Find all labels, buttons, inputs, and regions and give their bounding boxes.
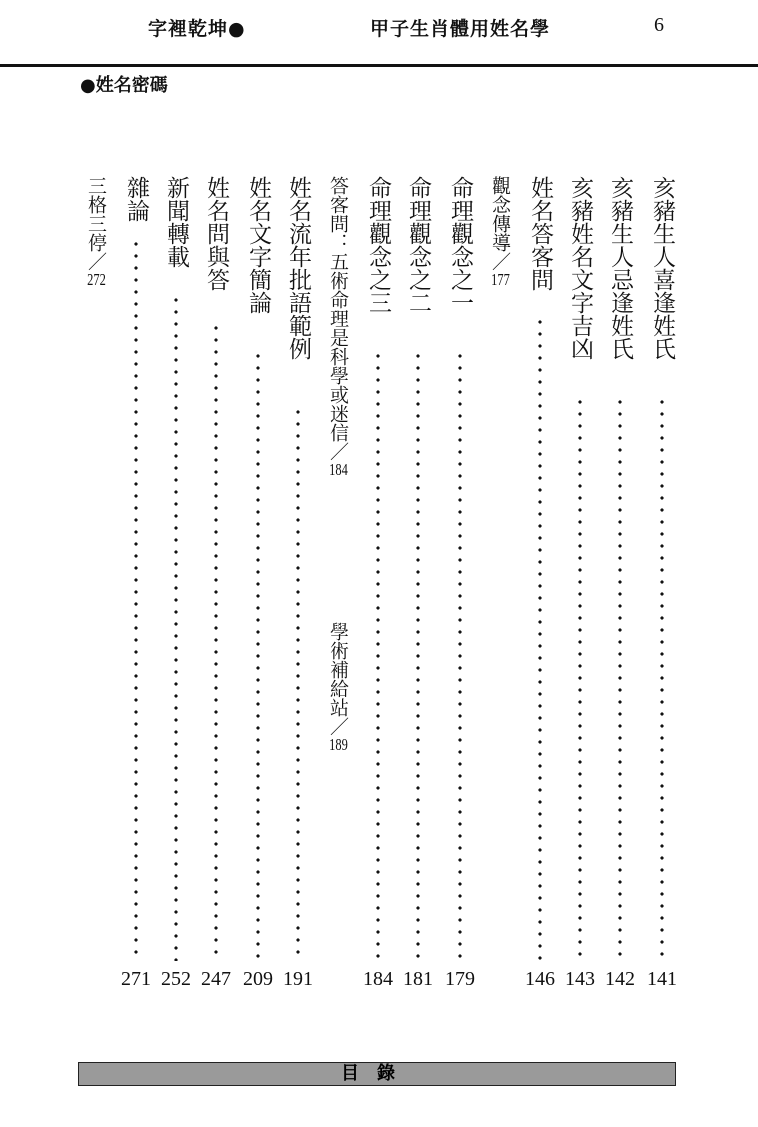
- header-rule: [0, 64, 758, 67]
- leader-dots: [376, 350, 380, 961]
- toc-subentry-ref: 272: [87, 271, 106, 288]
- leader-dots: [296, 406, 300, 961]
- leader-dots: [578, 396, 582, 961]
- footer-section-bar: [78, 1062, 676, 1086]
- toc-entry-page: 179: [445, 968, 475, 990]
- toc-entry-title: 姓名答客問: [527, 176, 553, 291]
- toc-entry-page: 141: [647, 968, 677, 990]
- toc-entry-title: 姓名文字簡論: [245, 176, 271, 314]
- leader-dots: [618, 396, 622, 961]
- toc-subentry-title: 學術補給站／: [327, 622, 349, 736]
- header-book-title: 字裡乾坤●: [148, 18, 246, 40]
- leader-dots: [174, 294, 178, 961]
- leader-dots: [538, 316, 542, 961]
- toc-entry-page: 146: [525, 968, 555, 990]
- toc-entry-title: 命理觀念之三: [365, 176, 391, 314]
- toc-entry-page: 247: [201, 968, 231, 990]
- toc-entry-page: 191: [283, 968, 313, 990]
- toc-subentry-title: 三格三停／: [85, 176, 107, 271]
- toc-entry-title: 新聞轉載: [163, 176, 189, 268]
- toc-subentry-ref: 177: [491, 271, 510, 288]
- toc-subentry: [486, 176, 514, 288]
- toc-entry-page: 271: [121, 968, 151, 990]
- toc-entry-page: 143: [565, 968, 595, 990]
- leader-dots: [458, 350, 462, 961]
- leader-dots: [134, 238, 138, 961]
- toc-subentry-ref: 184: [329, 461, 348, 478]
- toc-entry-page: 142: [605, 968, 635, 990]
- toc-entry-title: 命理觀念之一: [447, 176, 473, 314]
- toc-entry-title: 雜論: [123, 176, 149, 222]
- toc-entry-title: 命理觀念之二: [405, 176, 431, 314]
- header-chapter-title: 甲子生肖體用姓名學: [370, 18, 551, 40]
- toc-subentry-ref: 189: [329, 736, 348, 753]
- toc-entry-page: 252: [161, 968, 191, 990]
- toc-subentry: [82, 176, 110, 288]
- toc-subentry: [324, 622, 352, 753]
- leader-dots: [660, 396, 664, 961]
- toc-entry-page: 209: [243, 968, 273, 990]
- toc-entry-title: 亥豬生人忌逢姓氏: [607, 176, 633, 360]
- page-number: 6: [654, 14, 664, 36]
- toc-subentry: [324, 176, 352, 478]
- toc-entry-title: 姓名問與答: [203, 176, 229, 291]
- leader-dots: [214, 322, 218, 961]
- footer-label: 目錄: [341, 1063, 413, 1084]
- leader-dots: [416, 350, 420, 961]
- toc-entry-title: 亥豬姓名文字吉凶: [567, 176, 593, 360]
- toc-subentry-title: 觀念傳導／: [489, 176, 511, 271]
- section-title: ●姓名密碼: [80, 75, 168, 96]
- toc-entry-page: 181: [403, 968, 433, 990]
- leader-dots: [256, 350, 260, 961]
- toc-entry-title: 亥豬生人喜逢姓氏: [649, 176, 675, 360]
- toc-entry-page: 184: [363, 968, 393, 990]
- toc-subentry-title: 答客問：五術命理是科學或迷信／: [327, 176, 349, 461]
- toc-entry-title: 姓名流年批語範例: [285, 176, 311, 360]
